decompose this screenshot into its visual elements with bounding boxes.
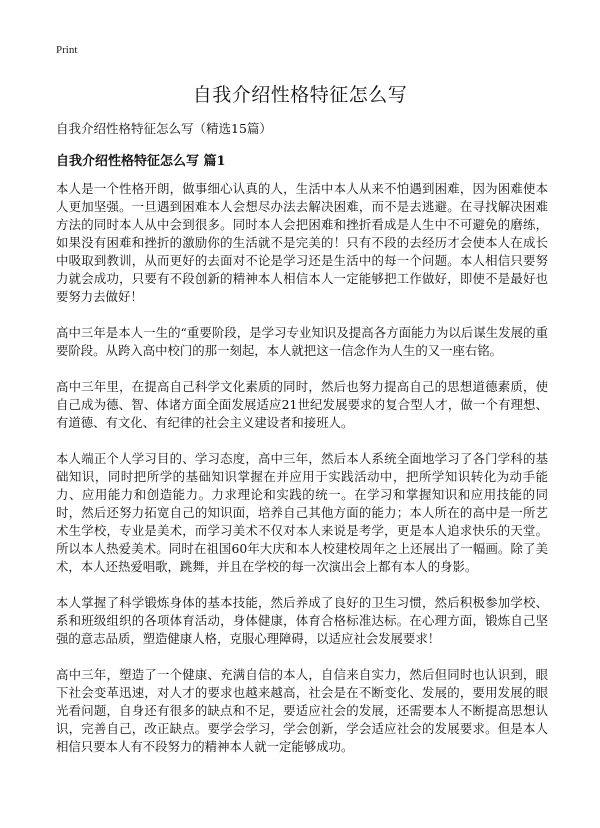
paragraph: 本人端正个人学习目的、学习态度，高中三年，然后本人系统全面地学习了各门学科的基础知识，同时把所学的基础知识掌握在并应用于实践活动中，把所学知识转化为动手能力、应用能力和创造能力。力求理论和实践的统一。在学习和掌握知识和应用技能的同时，然后还努力拓宽自己的知识面，培养自己其他方面的能力；本人所在的高中是一所艺术生学校，专业是美术，而学习美术不仅对本人来说是考学，更是本人追求快乐的天堂。所以本人热爱美术。同时在祖国60年大庆和本人校建校周年之上还展出了一幅画。除了美术，本人还热爱唱歌，跳舞，并且在学校的每一次演出会上都有本人的身影。 <box>56 451 548 574</box>
body-text <box>56 180 548 774</box>
paragraph: 本人掌握了科学锻炼身体的基本技能，然后养成了良好的卫生习惯，然后积极参加学校、系和班级组织的各项体育活动，身体健康，体育合格标准达标。在心理方面，锻炼自己坚强的意志品质，塑造健康人格，克服心理障碍，以适应社会发展要求！ <box>56 595 548 646</box>
document-subtitle: 自我介绍性格特征怎么写（精选15篇） <box>56 121 272 136</box>
page-title: 自我介绍性格特征怎么写 <box>192 84 408 106</box>
section-heading: 自我介绍性格特征怎么写 篇1 <box>56 154 226 169</box>
print-link[interactable]: Print <box>56 44 78 56</box>
paragraph: 高中三年，塑造了一个健康、充满自信的本人，自信来自实力，然后但同时也认识到，眼下社会变革迅速，对人才的要求也越来越高，社会是在不断变化、发展的，要用发展的眼光看问题，自身还有很多的缺点和不足，要适应社会的发展，还需要本人不断提高思想认识，完善自己，改正缺点。要学会学习，学会创新，学会适应社会的发展要求。但是本人相信只要本人有不段努力的精神本人就一定能够成功。 <box>56 667 548 754</box>
paragraph: 本人是一个性格开朗，做事细心认真的人，生活中本人从来不怕遇到困难，因为困难使本人更加坚强。一旦遇到困难本人会想尽办法去解决困难，而不是去逃避。在寻找解决困难方法的同时本人从中会到很多。同时本人会把困难和挫折看成是人生中不可避免的磨练，如果没有困难和挫折的激励你的生活就不是完美的！只有不段的去经历才会使本人在成长中吸取到教训，从而更好的去面对不论是学习还是生活中的每一个问题。本人相信只要努力就会成功，只要有不段创新的精神本人相信本人一定能够把工作做好，即使不是最好也要努力去做好！ <box>56 181 548 304</box>
paragraph: 高中三年里，在提高自己科学文化素质的同时，然后也努力提高自己的思想道德素质，使自己成为德、智、体诸方面全面发展适应21世纪发展要求的复合型人才，做一个有理想、有道德、有文化、有纪律的社会主义建设者和接班人。 <box>56 379 548 430</box>
paragraph: 高中三年是本人一生的“重要阶段，是学习专业知识及提高各方面能力为以后谋生发展的重要阶段。从跨入高中校门的那一刻起，本人就把这一信念作为人生的又一座右铭。 <box>56 325 548 358</box>
